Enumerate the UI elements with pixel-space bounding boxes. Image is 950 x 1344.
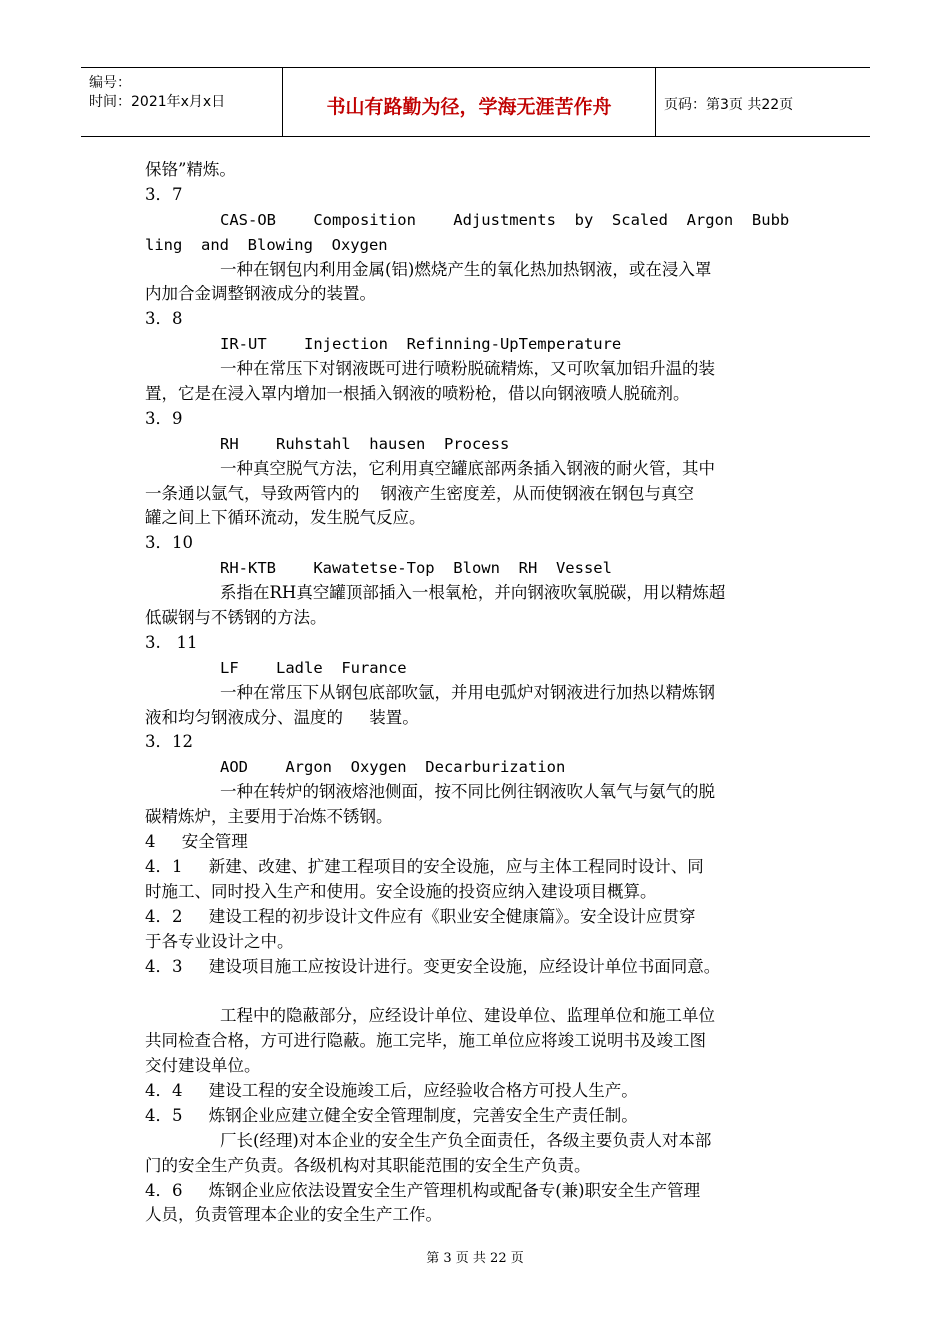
document-body <box>145 158 815 1228</box>
definition-line: 一条通以氩气，导致两管内的 钢液产生密度差，从而使钢液在钢包与真空 <box>145 483 694 503</box>
section-number: 3．7 <box>145 184 183 204</box>
term-line: ling and Blowing Oxygen <box>145 235 388 254</box>
definition-line: 液和均匀钢液成分、温度的 装置。 <box>145 707 419 727</box>
section-number: 3．8 <box>145 309 183 329</box>
body-line: 保铬”精炼。 <box>145 160 236 179</box>
page-header <box>81 67 870 137</box>
definition-line: 一种真空脱气方法，它利用真空罐底部两条插入钢液的耐火管，其中 <box>220 458 715 478</box>
clause-line: 4．3 建设项目施工应按设计进行。变更安全设施，应经设计单位书面同意。 <box>145 956 721 976</box>
term-line: RH Ruhstahl hausen Process <box>220 434 510 453</box>
header-meta-cell <box>81 68 283 136</box>
section-number: 3．9 <box>145 408 183 428</box>
page-footer: 第 3 页 共 22 页 <box>426 1251 524 1266</box>
clause-line: 于各专业设计之中。 <box>145 931 294 951</box>
definition-line: 一种在转炉的钢液熔池侧面，按不同比例往钢液吹人氧气与氨气的脱 <box>220 782 715 802</box>
blank-line <box>145 979 815 1004</box>
clause-line: 交付建设单位。 <box>145 1056 261 1076</box>
clause-line: 工程中的隐蔽部分，应经设计单位、建设单位、监理单位和施工单位 <box>220 1006 715 1026</box>
definition-line: 低碳钢与不锈钢的方法。 <box>145 608 327 628</box>
clause-line: 4．5 炼钢企业应建立健全安全管理制度，完善安全生产责任制。 <box>145 1105 638 1125</box>
document-number-label: 编号： <box>89 75 131 91</box>
clause-line: 门的安全生产负责。各级机构对其职能范围的安全生产负责。 <box>145 1155 591 1175</box>
section-heading: 4 安全管理 <box>145 832 248 852</box>
definition-line: 罐之间上下循环流动，发生脱气反应。 <box>145 508 426 528</box>
clause-line: 4．4 建设工程的安全设施竣工后，应经验收合格方可投人生产。 <box>145 1080 638 1100</box>
term-line: LF Ladle Furance <box>220 658 407 677</box>
clause-line: 4．1 新建、改建、扩建工程项目的安全设施，应与主体工程同时设计、同 <box>145 856 704 876</box>
definition-line: 一种在常压下对钢液既可进行喷粉脱硫精炼，又可吹氧加铝升温的装 <box>220 359 715 379</box>
clause-line: 共同检查合格，方可进行隐蔽。施工完毕，施工单位应将竣工说明书及竣工图 <box>145 1031 706 1051</box>
clause-line: 4．6 炼钢企业应依法设置安全生产管理机构或配备专(兼)职安全生产管理 <box>145 1180 701 1200</box>
header-motto: 书山有路勤为径，学海无涯苦作舟 <box>326 96 612 118</box>
document-time-label: 时间：2021年x月x日 <box>89 94 226 110</box>
section-number: 3．10 <box>145 533 193 553</box>
definition-line: 系指在RH真空罐顶部插入一根氧枪，并向钢液吹氧脱碳，用以精炼超 <box>220 583 726 603</box>
clause-line: 4．2 建设工程的初步设计文件应有《职业安全健康篇》。安全设计应贯穿 <box>145 906 696 926</box>
header-page-cell <box>656 68 870 136</box>
section-number: 3．12 <box>145 732 193 752</box>
definition-line: 置，它是在浸入罩内增加一根插入钢液的喷粉枪，借以向钢液喷人脱硫剂。 <box>145 384 690 404</box>
term-line: RH-KTB Kawatetse-Top Blown RH Vessel <box>220 559 612 578</box>
clause-line: 时施工、同时投入生产和使用。安全设施的投资应纳入建设项目概算。 <box>145 881 657 901</box>
definition-line: 内加合金调整钢液成分的装置。 <box>145 284 376 304</box>
header-motto-cell <box>283 68 656 136</box>
term-line: AOD Argon Oxygen Decarburization <box>220 758 566 777</box>
definition-line: 碳精炼炉，主要用于冶炼不锈钢。 <box>145 807 393 827</box>
definition-line: 一种在钢包内利用金属(铝)燃烧产生的氧化热加热钢液，或在浸入罩 <box>220 259 712 279</box>
clause-line: 人员，负责管理本企业的安全生产工作。 <box>145 1205 442 1225</box>
term-line: CAS-OB Composition Adjustments by Scaled Argon Bubb <box>220 210 790 229</box>
section-number: 3. 11 <box>145 632 198 652</box>
definition-line: 一种在常压下从钢包底部吹氩，并用电弧炉对钢液进行加热以精炼钢 <box>220 682 715 702</box>
term-line: IR-UT Injection Refinning-UpTemperature <box>220 335 622 354</box>
clause-line: 厂长(经理)对本企业的安全生产负全面责任，各级主要负责人对本部 <box>220 1130 712 1150</box>
header-page-label: 页码：第3页 共22页 <box>664 97 794 113</box>
